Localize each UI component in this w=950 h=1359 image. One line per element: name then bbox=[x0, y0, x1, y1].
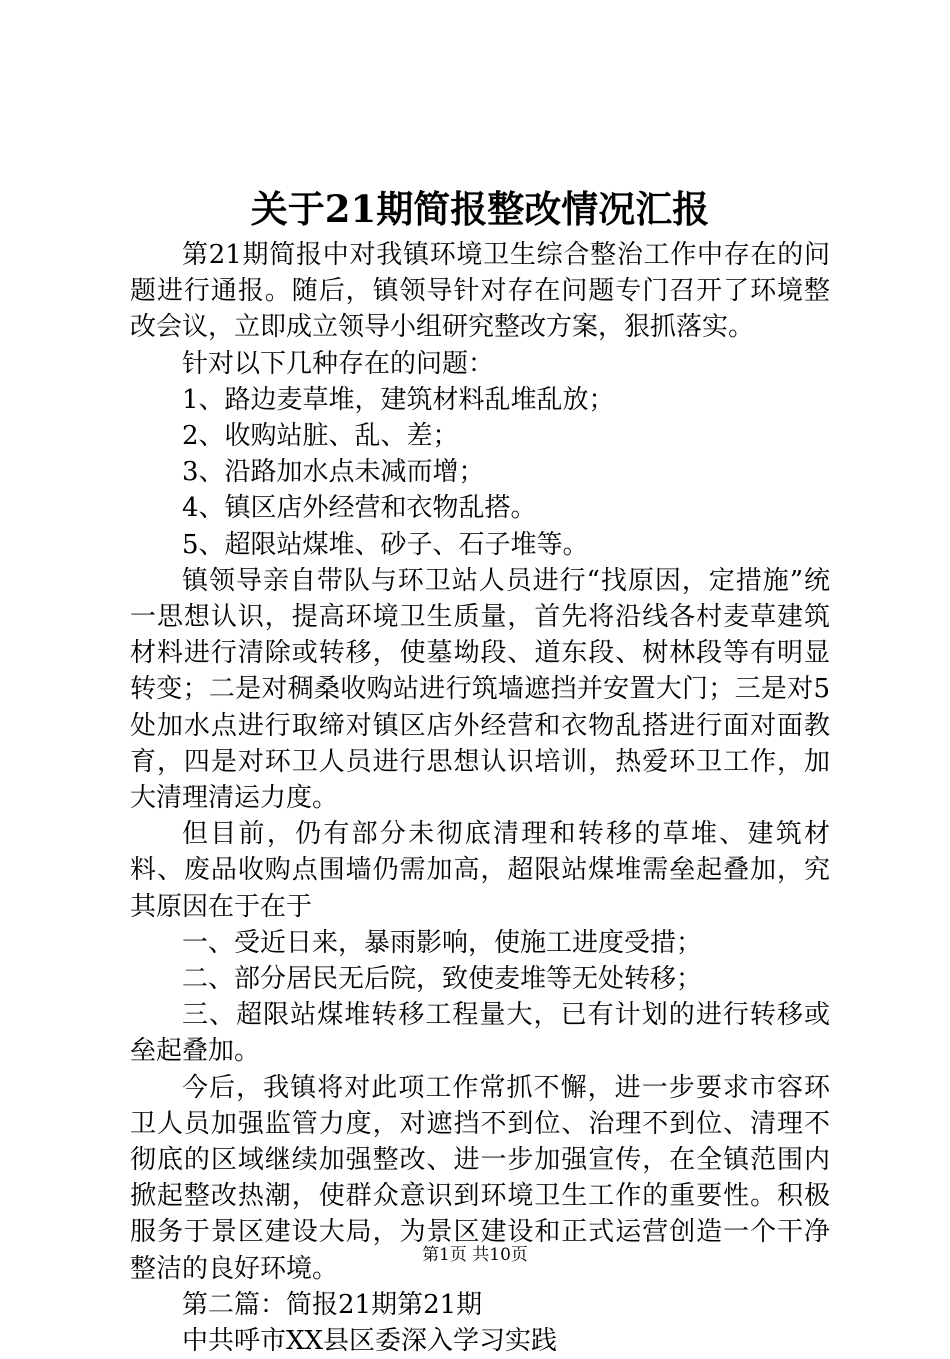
paragraph-measures: 镇领导亲自带队与环卫站人员进行“找原因，定措施”统一思想认识，提高环境卫生质量，首先将沿线各村麦草建筑材料进行清除或转移，使墓坳段、道东段、树林段等有明显转变；二是对稠桑收购站进行筑墙遮挡并安置大门；三是对5处加水点进行取缔对镇区店外经营和衣物乱搭进行面对面教育，四是对环卫人员进行思想认识培训，热爱环卫工作，加大清理清运力度。 bbox=[130, 565, 830, 814]
list-item-issue-2: 2、收购站脏、乱、差； bbox=[182, 421, 459, 452]
paragraph-future-plan: 今后，我镇将对此项工作常抓不懈，进一步要求市容环卫人员加强监管力度，对遮挡不到位、治理不到位、清理不彻底的区域继续加强整改、进一步加强宣传，在全镇范围内掀起整改热潮，使群众意识到环境卫生工作的重要性。积极服务于景区建设大局，为景区建设和正式运营创造一个干净整洁的良好环境。 bbox=[130, 1072, 830, 1284]
list-item-reason-2: 二、部分居民无后院，致使麦堆等无处转移； bbox=[182, 964, 703, 995]
list-item-issue-5: 5、超限站煤堆、砂子、石子堆等。 bbox=[182, 529, 589, 560]
list-item-issue-1: 1、路边麦草堆，建筑材料乱堆乱放； bbox=[182, 384, 615, 415]
paragraph-issues-lead: 针对以下几种存在的问题： bbox=[182, 348, 495, 379]
list-item-reason-3: 三、超限站煤堆转移工程量大，已有计划的进行转移或垒起叠加。 bbox=[130, 1000, 830, 1067]
list-item-issue-3: 3、沿路加水点未减而增； bbox=[182, 457, 485, 488]
document-title: 关于21期简报整改情况汇报 bbox=[250, 187, 710, 231]
paragraph-part-two-start: 中共呼市XX县区委深入学习实践 bbox=[182, 1326, 558, 1357]
document-page bbox=[130, 183, 830, 1359]
paragraph-intro: 第21期简报中对我镇环境卫生综合整治工作中存在的问题进行通报。随后，镇领导针对存在问题专门召开了环境整改会议，立即成立领导小组研究整改方案，狠抓落实。 bbox=[130, 240, 830, 343]
paragraph-remaining-problems: 但目前，仍有部分未彻底清理和转移的草堆、建筑材料、废品收购点围墙仍需加高，超限站煤堆需垒起叠加，究其原因在于在于 bbox=[130, 819, 830, 922]
page-footer: 第1页 共10页 bbox=[422, 1245, 528, 1265]
list-item-reason-1: 一、受近日来，暴雨影响，使施工进度受措； bbox=[182, 927, 703, 958]
section-heading-part-two: 第二篇：简报21期第21期 bbox=[182, 1289, 483, 1320]
list-item-issue-4: 4、镇区店外经营和衣物乱搭。 bbox=[182, 493, 537, 524]
